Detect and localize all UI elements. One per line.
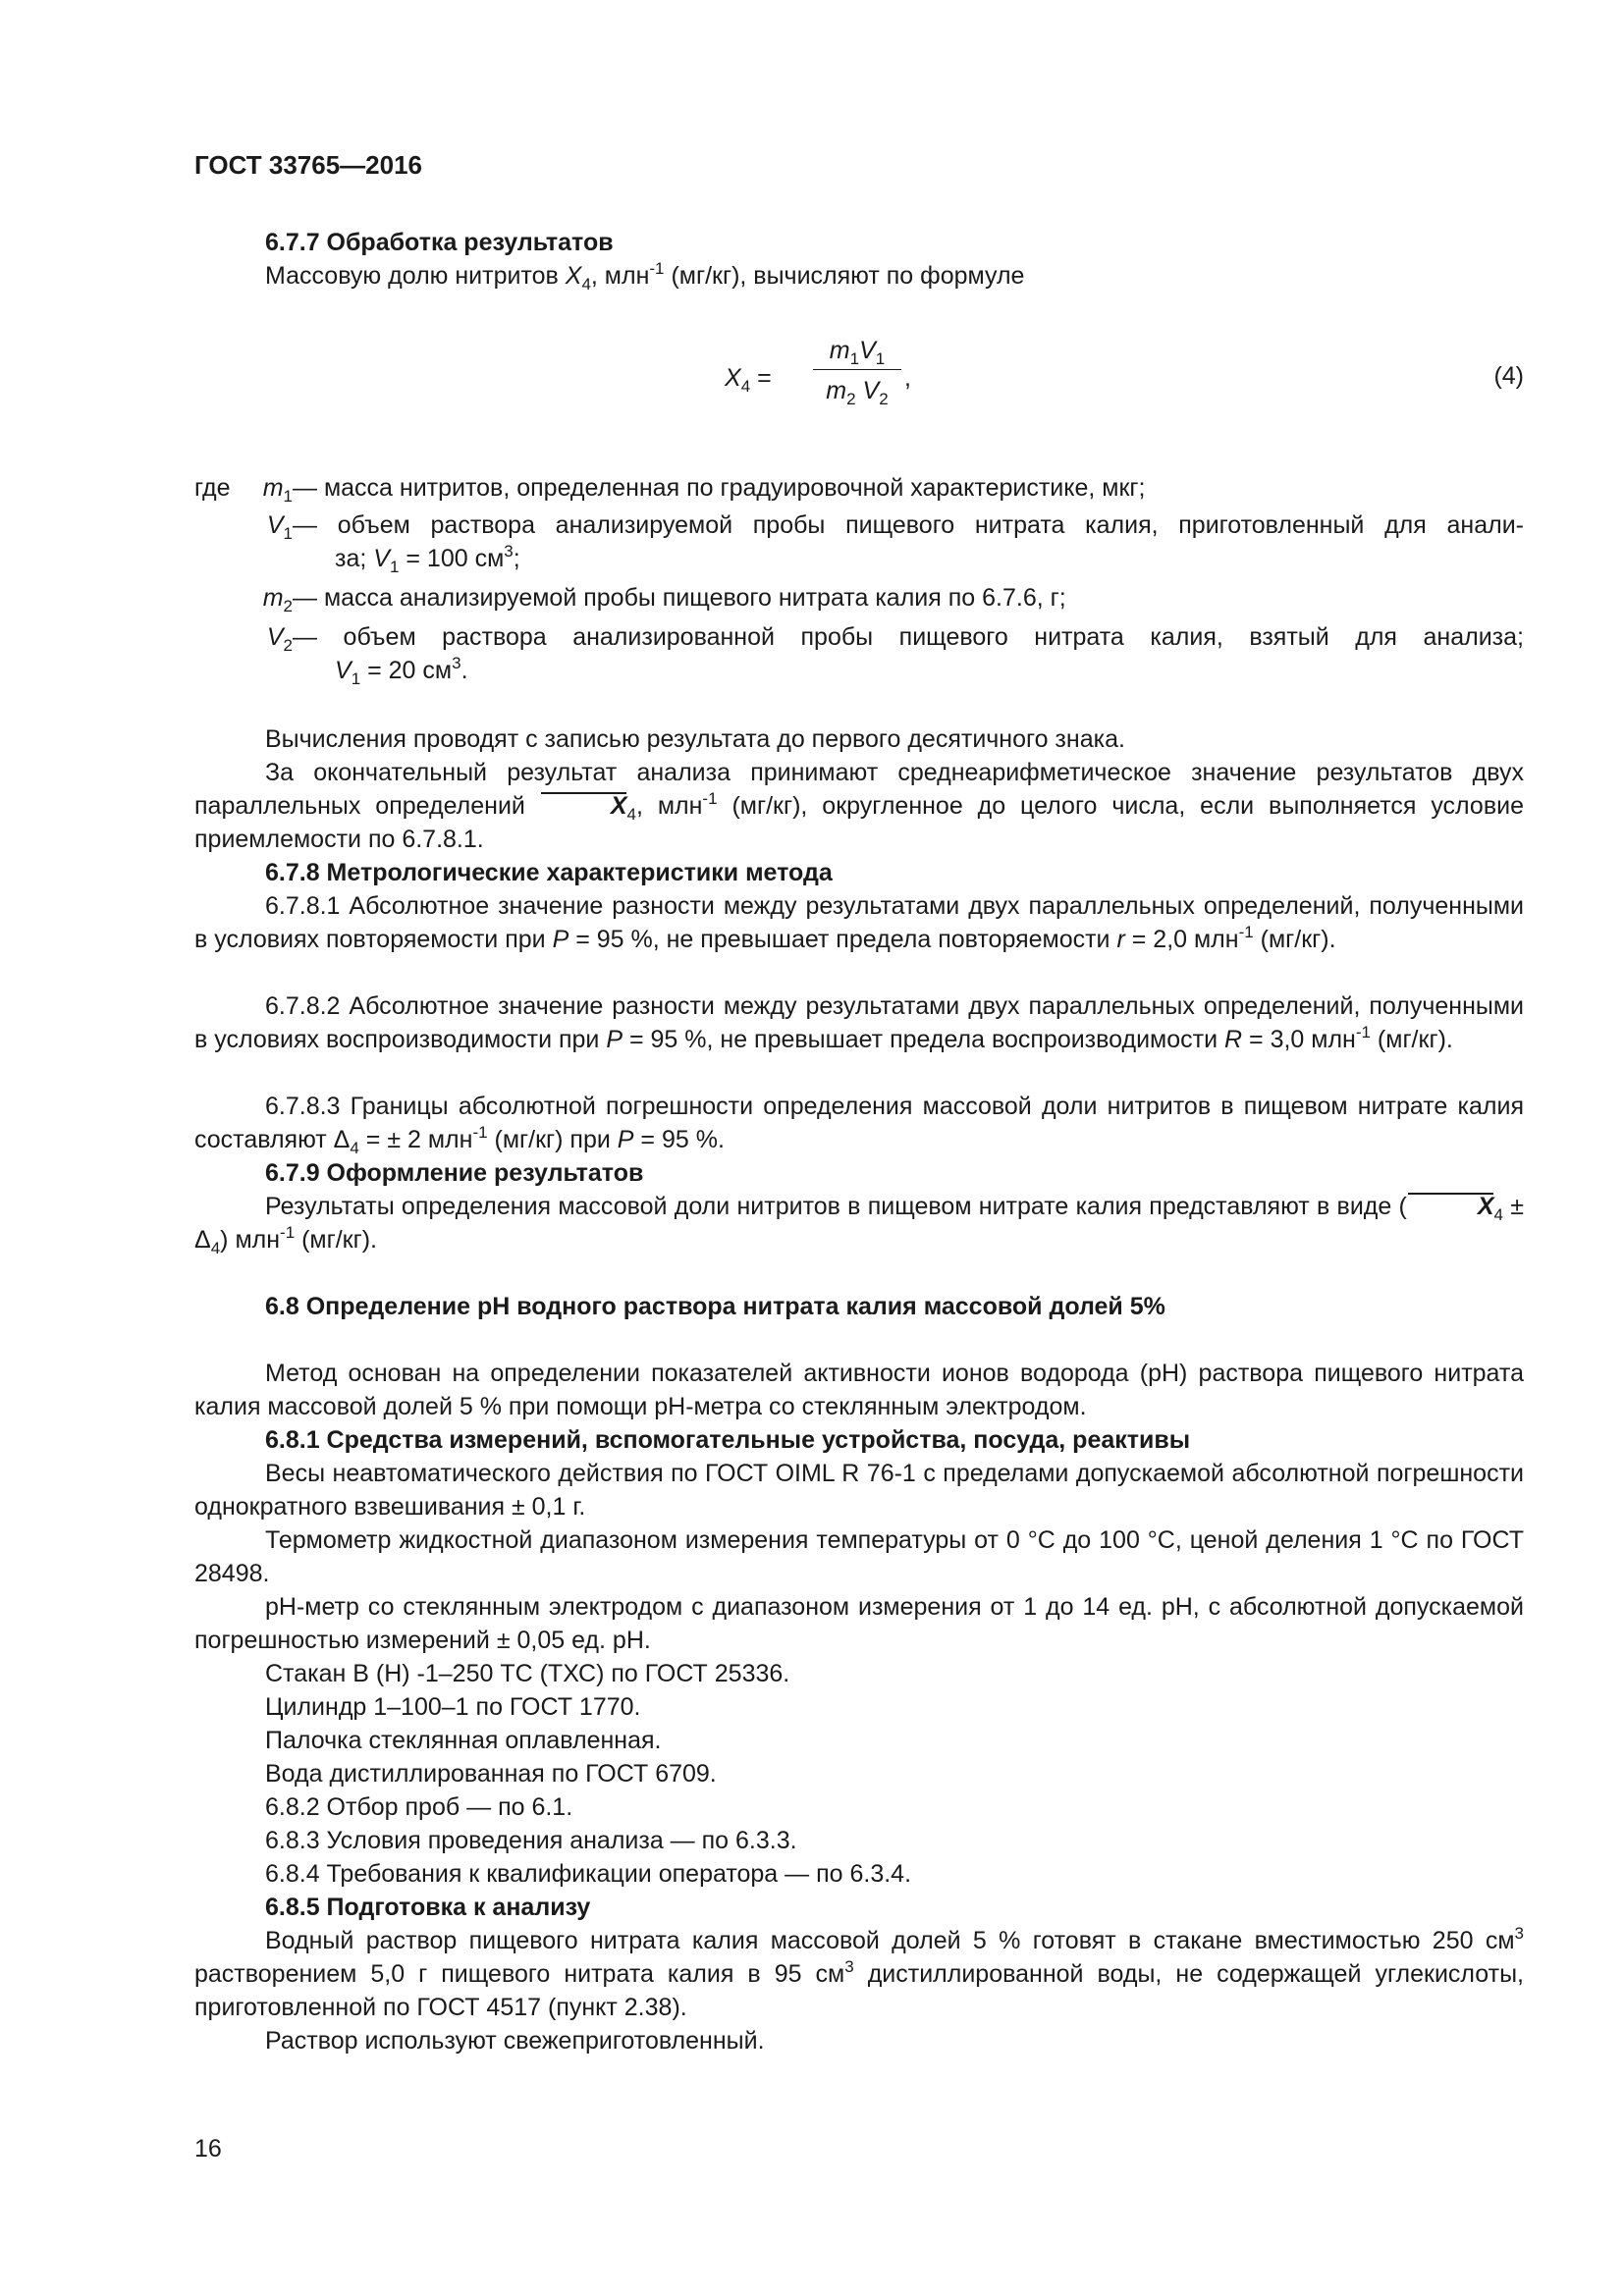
formula-lhs: $X_4$ = xyxy=(725,364,772,396)
paragraph-calc-2: За окончательный результат анализа принимают среднеарифметическое значение результатов двух параллельных определений $X_4$, млн$^{-1}$ (мг/кг), округленное до целого числа, если выполняется условие приемлемости по 6.7.8.1. xyxy=(194,759,1524,853)
paragraph-formula-intro: Массовую долю нитритов $X_4$, млн$^{-1}$ (мг/кг), вычисляют по формуле xyxy=(265,259,1025,294)
legend-text: — объем раствора анализируемой пробы пищевого нитрата калия, приготовленный для анали- xyxy=(293,511,1524,539)
section-title-6-8: 6.8 Определение pH водного раствора нитрата калия массовой долей 5% xyxy=(265,1293,1165,1320)
section-title-6-7-9: 6.7.9 Оформление результатов xyxy=(265,1159,644,1187)
paragraph-6-7-8-2: 6.7.8.2 Абсолютное значение разности между результатами двух параллельных определений, полученными в условиях воспроизводимости при P = 95 %, не превышает предела воспроизводимости R = 3,0 млн$^{-1}$ (мг/кг). xyxy=(194,992,1524,1053)
legend-symbol: $V_1$ xyxy=(266,511,293,543)
paragraph-6-7-8-3: 6.7.8.3 Границы абсолютной погрешности определения массовой доли нитритов в пищевом нитрате калия составляют $\Delta_4$ = ± 2 млн$^{-1}$ (мг/кг) при P = 95 %. xyxy=(194,1093,1524,1157)
legend-text-cont: за; $V_1 = 100$ $см^3$; xyxy=(335,542,520,576)
paragraph-6-8-intro: Метод основан на определении показателей активности ионов водорода (pH) раствора пищевого нитрата калия массовой долей 5 % при помощи pH-метра со стеклянным электродом. xyxy=(194,1360,1524,1420)
formula-denominator: $m_2$ $V_2$ xyxy=(826,377,889,408)
paragraph-6-8-5-1: Водный раствор пищевого нитрата калия массовой долей 5 % готовят в стакане вместимостью 250 $см^3$ растворением 5,0 г пищевого нитрата калия в 95 $см^3$ дистиллированной воды, не содержащей углекислоты, приготовленной по ГОСТ 4517 (пункт 2.38). xyxy=(194,1924,1524,2021)
paragraph-6-8-1-scales: Весы неавтоматического действия по ГОСТ OIML R 76-1 с пределами допускаемой абсолютной погрешности однократного взвешивания ± 0,1 г. xyxy=(194,1460,1524,1521)
document-header: ГОСТ 33765—2016 xyxy=(194,150,422,180)
paragraph-6-8-1-water: Вода дистиллированная по ГОСТ 6709. xyxy=(265,1760,717,1788)
legend-symbol: $m_2$ xyxy=(262,584,293,615)
where-label: где xyxy=(194,474,231,502)
section-title-6-8-1: 6.8.1 Средства измерений, вспомогательные устройства, посуда, реактивы xyxy=(265,1426,1191,1454)
formula-4 xyxy=(725,334,980,422)
formula-fraction xyxy=(813,334,901,407)
paragraph-6-8-4: 6.8.4 Требования к квалификации оператора — по 6.3.4. xyxy=(265,1860,912,1888)
legend-text: — масса анализируемой пробы пищевого нитрата калия по 6.7.6, г; xyxy=(293,584,1066,612)
paragraph-6-8-5-2: Раствор используют свежеприготовленный. xyxy=(265,2027,765,2055)
legend-symbol: $V_2$ xyxy=(266,623,293,655)
page-number: 16 xyxy=(194,2135,222,2163)
paragraph-6-8-3: 6.8.3 Условия проведения анализа — по 6.3.3. xyxy=(265,1827,797,1854)
paragraph-6-7-9: Результаты определения массовой доли нитритов в пищевом нитрате калия представляют в виде ( $X_4 \pm \Delta_4$) млн$^{-1}$ (мг/кг). xyxy=(194,1190,1524,1256)
section-title-6-7-8: 6.7.8 Метрологические характеристики метода xyxy=(265,859,833,886)
legend-symbol: $m_1$ xyxy=(262,474,293,506)
legend-text: — масса нитритов, определенная по градуировочной характеристике, мкг; xyxy=(293,474,1146,502)
paragraph-6-8-1-ph-meter: pH-метр со стеклянным электродом с диапазоном измерения от 1 до 14 ед. pH, с абсолютной допускаемой погрешностью измерений ± 0,05 ед. pH. xyxy=(194,1593,1524,1654)
paragraph-6-8-2: 6.8.2 Отбор проб — по 6.1. xyxy=(265,1793,573,1821)
formula-numerator: $m_1V_1$ xyxy=(829,337,886,368)
paragraph-6-8-1-rod: Палочка стеклянная оплавленная. xyxy=(265,1727,662,1754)
formula-comma: , xyxy=(904,364,911,392)
paragraph-6-8-1-beaker: Стакан В (Н) -1–250 ТС (ТХС) по ГОСТ 25336. xyxy=(265,1660,790,1687)
section-title-6-8-5: 6.8.5 Подготовка к анализу xyxy=(265,1894,591,1921)
paragraph-6-8-1-cylinder: Цилиндр 1–100–1 по ГОСТ 1770. xyxy=(265,1693,641,1721)
equation-number: (4) xyxy=(1493,362,1524,390)
paragraph-calc-1: Вычисления проводят с записью результата до первого десятичного знака. xyxy=(265,725,1125,753)
legend-text: — объем раствора анализированной пробы пищевого нитрата калия, взятый для анализа; xyxy=(293,623,1524,651)
paragraph-6-8-1-thermometer: Термометр жидкостной диапазоном измерения температуры от 0 °С до 100 °С, ценой деления 1 °С по ГОСТ 28498. xyxy=(194,1526,1524,1587)
section-title-6-7-7: 6.7.7 Обработка результатов xyxy=(265,229,614,256)
paragraph-6-7-8-1: 6.7.8.1 Абсолютное значение разности между результатами двух параллельных определений, полученными в условиях повторяемости при P = 95 %, не превышает предела повторяемости r = 2,0 млн$^{-1}$ (мг/кг). xyxy=(194,892,1524,953)
fraction-bar xyxy=(813,369,901,370)
legend-text-cont: $V_1 = 20$ $см^3$. xyxy=(335,654,468,688)
